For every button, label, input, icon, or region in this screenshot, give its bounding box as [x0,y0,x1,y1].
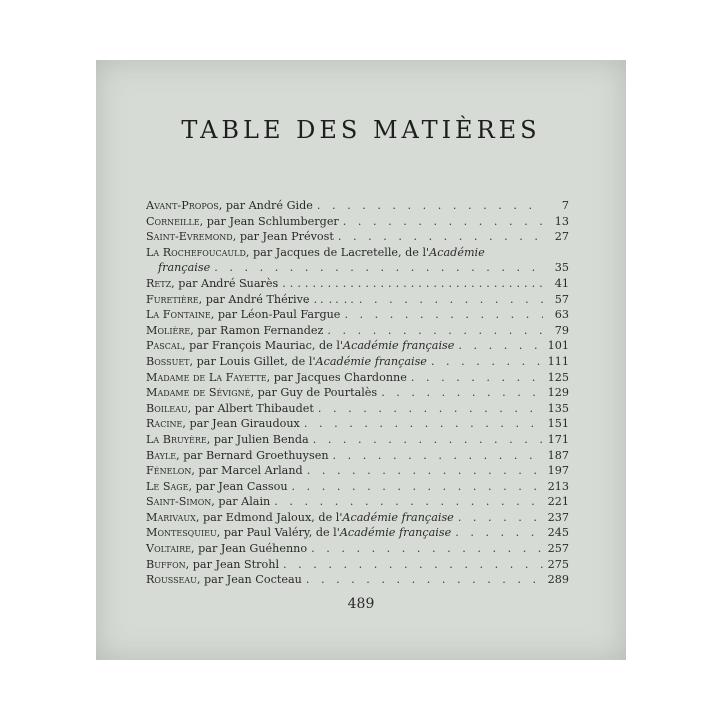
entry-page-number: 125 [547,370,569,384]
page-number: 489 [347,596,375,612]
dot-leader [283,557,543,573]
entry-contributor: , par Jean Strohl [185,557,280,571]
entry-contributor: , par Alain [211,495,271,509]
entry-subject: Saint-Simon [146,495,212,509]
dot-leader [314,292,543,308]
dot-leader [274,494,543,510]
entry-contributor: , par François Mauriac, de l' [182,339,344,353]
dot-leader [455,525,543,541]
entry-text [146,432,309,448]
toc-entry [146,323,569,339]
entry-text [146,494,270,510]
toc-entry [146,494,569,510]
entry-subject: Saint-Evremond [146,230,233,244]
dot-leader [304,416,543,432]
entry-page-number: 275 [547,557,569,571]
dot-leader [458,510,543,526]
dot-leader [344,307,543,323]
entry-page-number: 27 [554,230,569,244]
entry-subject: La Rochefoucauld [146,245,246,259]
toc-entry [146,307,569,323]
entry-page-number: 213 [547,479,569,493]
toc-entry [146,276,569,292]
entry-contributor: , par Ramon Fernandez [190,323,324,337]
entry-first-line [146,245,569,261]
entry-contributor: , par Marcel Arland [191,464,303,478]
toc-entry [146,463,569,479]
toc-entry [146,245,569,276]
entry-page-number: 257 [547,542,569,556]
entry-second-line [146,260,569,276]
dot-leader [458,338,543,354]
entry-contributor: , par Jacques de Lacretelle, de l' [245,245,430,259]
dot-leader [311,541,543,557]
entry-contributor: , par Guy de Pourtalès [250,386,378,400]
entry-subject: Marivaux [146,510,196,524]
entry-page-number: 237 [547,510,569,524]
toc-entry [146,557,569,573]
entry-text [146,276,278,292]
entry-contributor: , par Jean Cocteau [196,573,302,587]
entry-contributor: , par Jean Giraudoux [182,417,300,431]
dot-leader [327,323,543,339]
entry-academy-continued: française [158,261,211,275]
entry-academy: Académie [429,245,485,259]
entry-text [146,541,307,557]
entry-text [146,385,377,401]
dot-leader [381,385,543,401]
entry-subject: Racine [146,417,183,431]
entry-contributor: , par Léon-Paul Fargue [210,308,341,322]
entry-contributor: , par Paul Valéry, de l' [216,526,340,540]
entry-page-number: 171 [547,432,569,446]
entry-contributor: , par Edmond Jaloux, de l' [195,510,343,524]
entry-text [146,198,313,214]
entry-text [146,479,288,495]
entry-subject: Boileau [146,401,188,415]
entry-subject: Le Sage [146,479,189,493]
entry-page-number: 221 [547,495,569,509]
toc-entry [146,338,569,354]
entry-subject: La Bruyère [146,432,207,446]
page-title: TABLE DES MATIÈRES [181,116,541,144]
entry-text [146,557,279,573]
entry-page-number: 151 [547,417,569,431]
entry-contributor: , par André Suarès [171,276,279,290]
table-of-contents [146,198,569,588]
entry-subject: Furetière [146,292,199,306]
entry-contributor: , par Jean Schlumberger [199,214,339,228]
entry-subject: Retz [146,276,172,290]
entry-contributor: , par Julien Benda [206,432,309,446]
entry-text [146,354,427,370]
toc-entry [146,229,569,245]
entry-academy: Académie française [339,526,452,540]
entry-subject: Buffon [146,557,186,571]
dot-leader [338,229,543,245]
toc-entry [146,572,569,588]
entry-subject: Corneille [146,214,200,228]
entry-text [146,370,407,386]
toc-entry [146,541,569,557]
entry-text [146,572,302,588]
dot-leader [306,572,543,588]
entry-page-number: 101 [547,339,569,353]
entry-text [146,245,485,261]
entry-page-number: 41 [554,276,569,290]
entry-contributor: , par Albert Thibaudet [187,401,314,415]
entry-subject: Molière [146,323,191,337]
toc-entry [146,198,569,214]
toc-entry [146,479,569,495]
toc-entry [146,385,569,401]
book-page [96,60,626,660]
entry-page-number: 245 [547,526,569,540]
toc-entry [146,214,569,230]
entry-contributor: , par André Thérive [198,292,310,306]
toc-entry [146,354,569,370]
entry-subject: Madame de La Fayette [146,370,267,384]
entry-subject: Bayle [146,448,177,462]
toc-entry [146,292,569,308]
entry-contributor: , par Jean Guéhenno [191,542,308,556]
toc-entry [146,432,569,448]
entry-text [146,214,339,230]
dot-leader [411,370,543,386]
dot-leader [343,214,543,230]
entry-page-number: 7 [561,199,569,212]
entry-page-number: 57 [554,292,569,306]
toc-entry [146,448,569,464]
entry-page-number: 289 [547,573,569,587]
entry-text [146,416,300,432]
dot-leader [307,463,543,479]
entry-page-number: 187 [547,448,569,462]
entry-contributor: , par Louis Gillet, de l' [189,354,316,368]
entry-subject: La Fontaine [146,308,211,322]
entry-subject: Pascal [146,339,182,353]
entry-contributor: , par Jean Prévost [232,230,334,244]
entry-text [146,307,340,323]
entry-contributor: , par Bernard Groethuysen [176,448,329,462]
toc-entry [146,401,569,417]
entry-page-number: 197 [547,464,569,478]
entry-subject: Bossuet [146,354,190,368]
entry-subject: Voltaire [146,542,191,556]
dot-leader [292,479,543,495]
dot-leader [318,401,543,417]
entry-text [146,292,310,308]
entry-text [146,229,334,245]
entry-academy: Académie française [342,510,454,524]
dot-leader [431,354,543,370]
entry-subject: Montesquieu [146,526,217,540]
entry-text [146,323,323,339]
entry-text [146,525,451,541]
entry-contributor: , par Jean Cassou [188,479,288,493]
entry-page-number: 63 [554,308,569,322]
entry-subject: Madame de Sévigné [146,386,251,400]
toc-entry [146,370,569,386]
entry-text [146,510,454,526]
dot-leader [333,448,543,464]
entry-academy: Académie française [315,354,427,368]
entry-page-number: 79 [554,323,569,337]
entry-contributor: , par Jacques Chardonne [266,370,407,384]
entry-text [146,338,454,354]
entry-page-number: 129 [547,386,569,400]
dot-leader [282,276,543,292]
entry-subject: Rousseau [146,573,197,587]
entry-text [146,401,314,417]
entry-academy: Académie française [343,339,455,353]
entry-subject: Fénelon [146,464,192,478]
entry-page-number: 111 [547,354,569,368]
toc-entry [146,525,569,541]
entry-contributor: , par André Gide [218,199,313,212]
toc-entry [146,416,569,432]
entry-text [146,463,303,479]
dot-leader [317,198,543,214]
entry-page-number: 35 [554,261,569,275]
entry-page-number: 135 [547,401,569,415]
dot-leader [313,432,543,448]
entry-text [146,448,329,464]
entry-subject: Avant-Propos [146,199,219,212]
entry-page-number: 13 [554,214,569,228]
toc-entry [146,510,569,526]
